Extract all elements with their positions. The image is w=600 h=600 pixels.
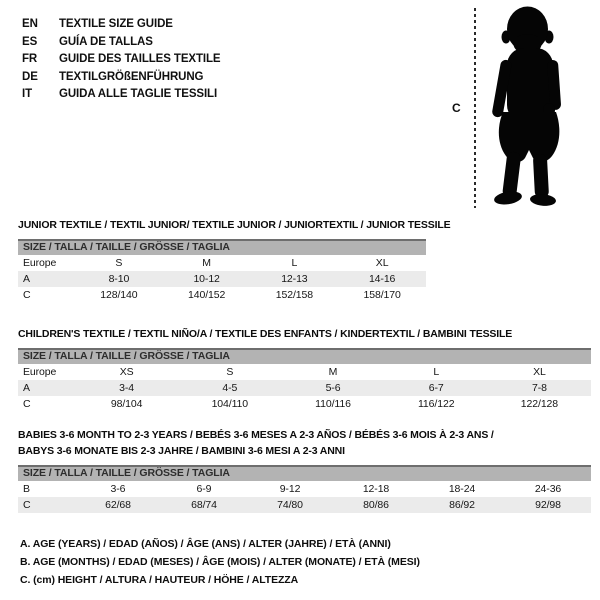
language-title: GUÍA DE TALLAS [59, 35, 153, 48]
size-cell: 14-16 [368, 273, 396, 285]
language-row [22, 16, 221, 34]
language-row [22, 34, 221, 52]
size-cell: 122/128 [520, 398, 559, 410]
row-label: Europe [23, 257, 57, 269]
size-table-row [18, 481, 591, 497]
size-cell: M [202, 257, 211, 269]
size-cell: 6-7 [428, 382, 444, 394]
size-table-row [18, 396, 591, 412]
size-cell: 3-6 [110, 483, 126, 495]
size-cell: 86/92 [449, 499, 475, 511]
table-title-line: BABYS 3-6 MONATE BIS 2-3 JAHRE / BAMBINI 3-6 MESI A 2-3 ANNI [18, 445, 345, 457]
size-cell: 12-18 [362, 483, 390, 495]
language-code: FR [22, 53, 38, 65]
size-header-bar: SIZE / TALLA / TAILLE / GRÖSSE / TAGLIA [18, 239, 426, 255]
size-table-row [18, 380, 591, 396]
size-cell: 18-24 [448, 483, 476, 495]
footnote-line: B. AGE (MONTHS) / EDAD (MESES) / ÂGE (MOIS) / ALTER (MONATE) / ETÀ (MESI) [20, 556, 420, 568]
language-code: EN [22, 18, 38, 30]
size-cell: 74/80 [277, 499, 303, 511]
size-cell: XL [375, 257, 389, 269]
size-cell: L [291, 257, 298, 269]
size-cell: L [433, 366, 440, 378]
size-header-bar: SIZE / TALLA / TAILLE / GRÖSSE / TAGLIA [18, 465, 591, 481]
size-table-row [18, 287, 426, 303]
size-cell: 7-8 [531, 382, 547, 394]
table-title-line: JUNIOR TEXTILE / TEXTIL JUNIOR/ TEXTILE JUNIOR / JUNIORTEXTIL / JUNIOR TESSILE [18, 219, 451, 231]
row-label: C [23, 499, 31, 511]
size-table-row [18, 271, 426, 287]
size-cell: M [328, 366, 338, 378]
size-cell: 24-36 [534, 483, 562, 495]
size-cell: 116/122 [417, 398, 455, 410]
size-cell: 152/158 [275, 289, 313, 301]
size-cell: 4-5 [222, 382, 238, 394]
size-cell: 158/170 [363, 289, 401, 301]
size-cell: XL [533, 366, 546, 378]
size-cell: 98/104 [110, 398, 143, 410]
size-cell: 5-6 [325, 382, 341, 394]
height-measure-label: C [452, 101, 461, 115]
babies-size-table [18, 427, 591, 513]
language-row [22, 51, 221, 69]
size-cell: XS [119, 366, 134, 378]
size-cell: 62/68 [105, 499, 131, 511]
language-list [22, 16, 221, 104]
row-label: C [23, 289, 31, 301]
footnotes [20, 535, 420, 589]
size-cell: 110/116 [315, 398, 351, 410]
footnote-line: A. AGE (YEARS) / EDAD (AÑOS) / ÂGE (ANS) / ALTER (JAHRE) / ETÀ (ANNI) [20, 538, 391, 550]
language-title: TEXTILGRÖßENFÜHRUNG [59, 70, 204, 83]
baby-silhouette-image [481, 4, 577, 210]
language-row [22, 69, 221, 87]
size-cell: 9-12 [279, 483, 301, 495]
size-cell: 12-13 [281, 273, 308, 285]
babies-table-title [18, 427, 591, 459]
language-title: GUIDA ALLE TAGLIE TESSILI [59, 88, 218, 100]
junior-table-title [18, 217, 451, 233]
language-title: GUIDE DES TAILLES TEXTILE [59, 53, 221, 65]
children-table-body [18, 364, 591, 412]
size-cell: 10-12 [193, 273, 220, 285]
size-cell: 6-9 [196, 483, 212, 495]
size-cell: 140/152 [187, 289, 226, 301]
row-label: Europe [23, 366, 57, 378]
row-label: A [23, 273, 30, 285]
language-title: TEXTILE SIZE GUIDE [59, 18, 173, 30]
children-table-title [18, 326, 591, 342]
size-cell: 8-10 [108, 273, 130, 285]
size-table-row [18, 255, 426, 271]
language-row [22, 86, 221, 104]
language-code: ES [22, 35, 38, 48]
size-table-row [18, 497, 591, 513]
babies-table-body [18, 481, 591, 513]
size-cell: 68/74 [191, 499, 217, 511]
table-title-line: CHILDREN'S TEXTILE / TEXTIL NIÑO/A / TEXTILE DES ENFANTS / KINDERTEXTIL / BAMBINI TESSILE [18, 328, 513, 340]
language-code: DE [22, 70, 38, 83]
row-label: C [23, 398, 31, 410]
size-cell: S [115, 257, 123, 269]
size-cell: 80/86 [363, 499, 389, 511]
size-header-bar: SIZE / TALLA / TAILLE / GRÖSSE / TAGLIA [18, 348, 591, 364]
size-table-row [18, 364, 591, 380]
height-measure-dashed-line [474, 8, 476, 208]
row-label: B [23, 483, 30, 495]
table-title-line: BABIES 3-6 MONTH TO 2-3 YEARS / BEBÉS 3-6 MESES A 2-3 AÑOS / BÉBÉS 3-6 MOIS À 2-3 ANS / [18, 429, 494, 441]
junior-size-table [18, 217, 451, 303]
junior-table-body [18, 255, 426, 303]
size-cell: 3-4 [119, 382, 135, 394]
size-cell: 128/140 [100, 289, 138, 301]
size-cell: 104/110 [211, 398, 249, 410]
footnote-line: C. (cm) HEIGHT / ALTURA / HAUTEUR / HÖHE / ALTEZZA [20, 574, 299, 586]
children-size-table [18, 326, 591, 412]
row-label: A [23, 382, 30, 394]
language-code: IT [22, 88, 33, 100]
size-cell: S [226, 366, 234, 378]
size-cell: 92/98 [535, 499, 561, 511]
